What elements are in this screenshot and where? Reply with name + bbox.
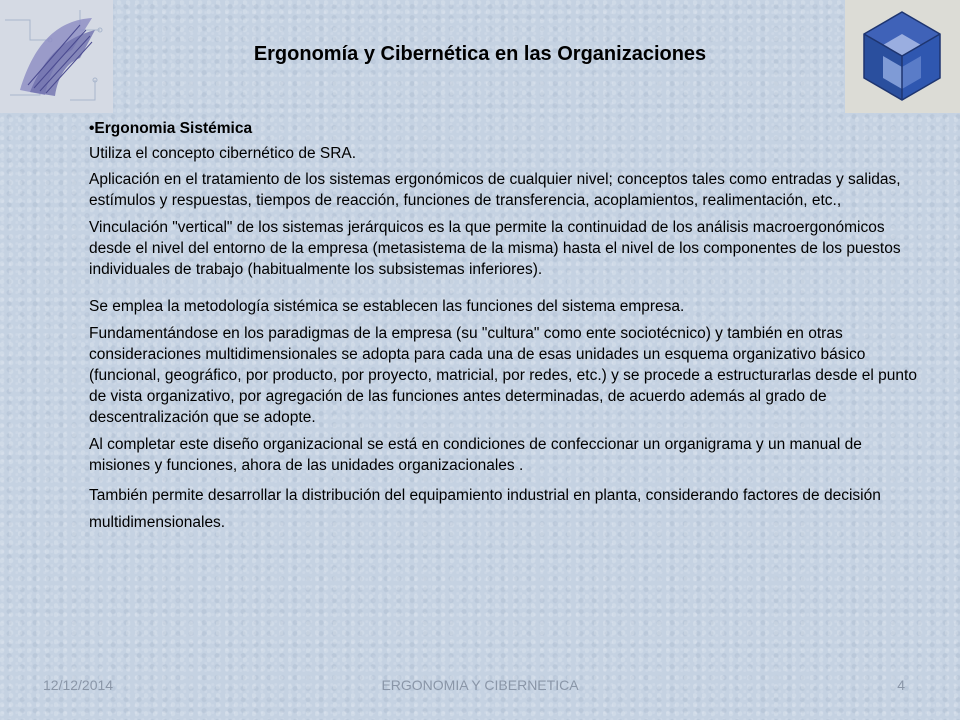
- paragraph-4: Se emplea la metodología sistémica se establecen las funciones del sistema empresa.: [89, 298, 685, 315]
- paragraph-6: Al completar este diseño organizacional se está en condiciones de confeccionar un organigrama y un manual de misiones y funciones, ahora de las unidades organizacionales .: [89, 436, 862, 474]
- paragraph-5: Fundamentándose en los paradigmas de la empresa (su "cultura" como ente sociotécnico) y también en otras consideraciones multidimensionales se adopta para cada una de esas unidades un esquema organizativo básico (funcional, geográfico, por producto, por proyecto, matricial, por redes, etc.) y se procede a estructurarlas desde el punto de vista organizativo, por agregación de las funciones antes determinadas, de acuerdo además al grado de descentralización que se adopte.: [89, 325, 917, 426]
- footer-title: ERGONOMIA Y CIBERNETICA: [381, 677, 579, 693]
- page-number: 4: [897, 677, 905, 693]
- footer-date: 12/12/2014: [43, 677, 114, 693]
- section-heading: •Ergonomia Sistémica: [89, 120, 253, 137]
- paragraph-1: Utiliza el concepto cibernético de SRA.: [89, 145, 357, 162]
- paragraph-2: Aplicación en el tratamiento de los sistemas ergonómicos de cualquier nivel; conceptos tales como entradas y salidas, estímulos y respuestas, tiempos de reacción, funciones de transferencia, acoplamientos, realimentación, etc.,: [89, 171, 901, 209]
- slide-title: Ergonomía y Cibernética en las Organizaciones: [253, 43, 707, 65]
- paragraph-7: También permite desarrollar la distribución del equipamiento industrial en planta, considerando factores de decisión multidimensionales.: [89, 487, 881, 531]
- paragraph-3: Vinculación "vertical" de los sistemas jerárquicos es la que permite la continuidad de los análisis macroergonómicos desde el nivel del entorno de la empresa (metasistema de la misma) hasta el nivel de los componentes de los puestos individuales de trabajo (habitualmente los subsistemas inferiores).: [89, 219, 901, 278]
- slide-content: [89, 118, 919, 536]
